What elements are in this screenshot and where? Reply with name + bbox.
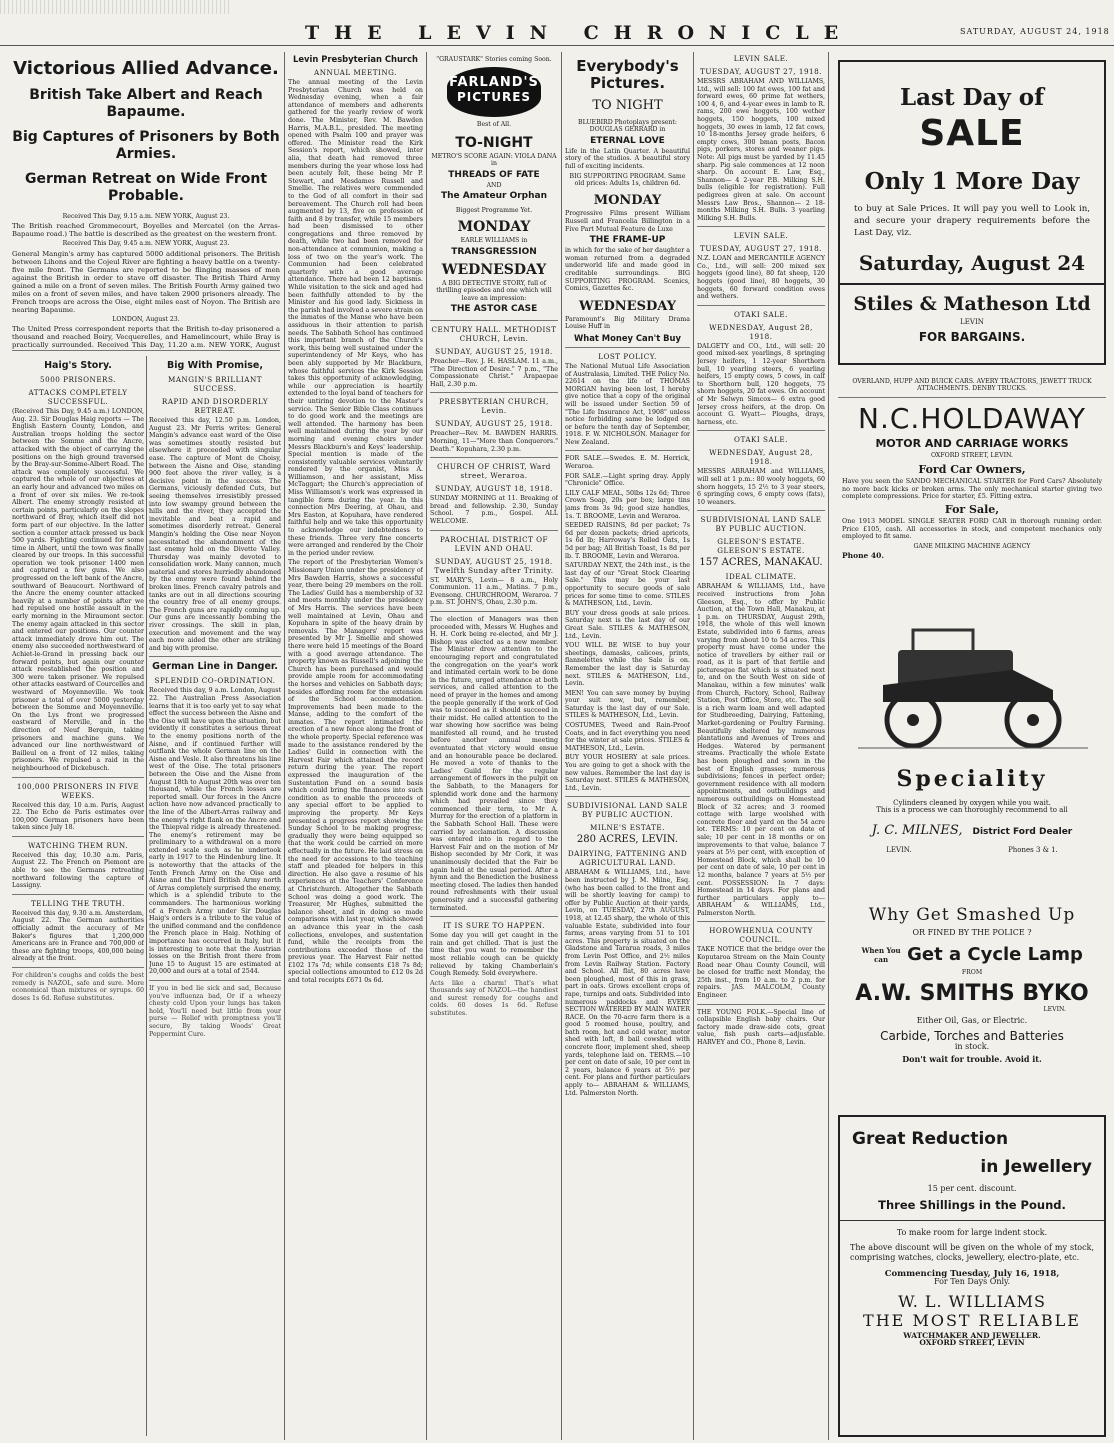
feature-intro: Paramount's Big Military Drama Louise Huff in <box>565 315 690 331</box>
firm-trade: WATCHMAKER AND JEWELLER. <box>903 1330 1041 1340</box>
divider <box>840 1220 1104 1221</box>
divider <box>149 980 281 981</box>
tonight-heading: TO NIGHT <box>592 98 663 113</box>
estate-acres: 157 ACRES, MANAKAU. <box>699 557 823 569</box>
ad-line: Saturday, August 24 <box>858 251 1086 275</box>
classified-ad: BUY YOUR HOSIERY at sale prices. You are going to get a shock with the new values. Remember the last day is Saturday next. STILES & MATHESON, Ltd., Levin. <box>565 754 690 792</box>
phone-number: Phone 40. <box>842 551 884 561</box>
advert-heading: IT IS SURE TO HAPPEN. <box>443 921 545 931</box>
divider <box>840 283 1104 285</box>
divider <box>12 894 144 895</box>
ad-heading: Carbide, Torches and Batteries <box>880 1028 1064 1043</box>
wednesday-heading: WEDNESDAY <box>441 261 547 278</box>
cycle-lamp-advert <box>838 905 1106 1105</box>
divider <box>697 921 825 922</box>
sale-date: TUESDAY, AUGUST 27, 1918. <box>700 67 822 76</box>
sale-date: TUESDAY, AUGUST 27, 1918. <box>700 244 822 254</box>
war-paragraph: The United Press correspondent reports that the British to-day prisonered a thousand and reached Boiry, Vecquerelles, and Hamelincourt, while Bray is practically surrounded. Received This Day, 11.20 a.m. NEW YORK, August <box>12 325 280 350</box>
farlands-and-churches-column <box>430 50 558 1438</box>
article-title: Haig's Story. <box>44 360 112 371</box>
holdaway-advert <box>838 378 1106 603</box>
tonight-heading: TO-NIGHT <box>455 134 533 151</box>
article-subhead: MANGIN'S BRILLIANT SUCCESS. <box>167 375 263 393</box>
auction-body: ABRAHAM & WILLIAMS, Ltd., have been instructed by J. M. Milne, Esq. (who has been called to the front and will be shortly leaving for camp) to offer by Public Auction at their yards, Levin, on TUESDAY, 27th AUGUST, 1918, at 12.45 sharp, the whole of this valuable Estate, subdivided into four farms, areas varying from 51 to 101 acres. This property is situated on the Gladstone and Tararua roads, 3 miles from Levin Post Office, and 2½ miles from Levin Railway Station. Factory and School. All flat, 80 acres have been ploughed, most of this in grass, part in oats. Grows excellent crops of rape, turnips and oats. Subdivided into numerous paddocks and EVERY SECTION WATERED BY MAIN WATER RACE. On the 70-acre farm there is a good 5 roomed house, poultry, and bath room, hot and cold water, motor shed with loft, 8 bail cowshed with concrete floor, implement shed, sheep yards, telephone laid on. TERMS.—10 per cent on date of sale, 10 per cent in 2 years, balance 6 years at 5½ per cent. For plans and further particulars apply to— ABRAHAM & WILLIAMS, Ltd. Palmerston North. <box>565 869 690 1097</box>
divider <box>430 530 558 531</box>
article-body: Received this day, 12.50 p.m. London, August 23. Mr Perris writes: General Mangin's advance east ward of the Oise was sometimes stoutly resisted but elsewhere it proceeded with singular ease. The capture of Mont de Choisy, between the Aisne and Oise, standing 900 feet above the river valley, is a decisive point in the success. The Germans, viciously defended Cuts, but seeing themselves irresistibly pressed into low swampy ground between the hills and the river, they accepted the inevitable and beat a rapid and sometimes disorderly retreat. General Mangin's holding the Oise near Noyon necessitated the abandonment of the last enemy hold on the Divette Valley. Thursday was mainly devoted to consolidation work. Many cannon, much material and stores hurriedly abandoned by the enemy were found behind the broken lines. French cavalry patrols and tanks are out in all directions scouring the country free of all enemy groups. The French guns are rapidly coming up. Our guns are incessantly bombing the river crossings. The skill in plan, execution and movement and the way each move aided the other are striking and big with promise. <box>149 417 281 652</box>
graustark-teaser: "GRAUSTARK" Stories coming Soon. <box>436 56 552 63</box>
film-description: in which for the sake of her daughter a woman returned from a degraded underworld life and made good in creditable surroundings. BIG SUPPORTING PROGRAM. Scenics, Comics, Gazettes &c. <box>565 247 690 293</box>
ad-line: SALE <box>919 113 1025 154</box>
ad-body: To make room for large indent stock. <box>896 1228 1048 1238</box>
ad-heading: Why Get Smashed Up <box>868 905 1076 925</box>
haig-story-article <box>12 356 144 1436</box>
dealer-name: J. C. MILNES, <box>871 822 963 838</box>
article-body: Received this day, 9.30 a.m. Amsterdam, August 22. The German authorities officially admit the accuracy of Mr Baker's figures that 1,200,000 Americans are in France and 700,000 of these are fighting troops, 400,000 being already at the front. <box>12 909 144 963</box>
ad-line: Only 1 More Day <box>864 168 1080 195</box>
divider <box>565 796 690 797</box>
issue-date: SATURDAY, AUGUST 24, 1918 <box>960 27 1110 36</box>
feature-intro: A BIG DETECTIVE STORY, full of thrilling episodes and one which will leave an impression: <box>436 279 552 302</box>
divider <box>697 1004 825 1005</box>
article-subhead: ATTACKS COMPLETELY SUCCESSFUL. <box>28 388 128 406</box>
sale-lots: N.Z. LOAN and MERCANTILE AGENCY Co., Ltd., will sell: 200 mixed sex hoggets (good line), 80 fat sheep, 120 hoggets (good line), 80 hoggets, 30 hoggets, 60 forward condition ewes and wethers. <box>697 255 825 301</box>
church-services: Preacher—Rev. M. BAWDEN HARRIS. Morning, 11—"More than Conquerors." Death." Kopuhara, 2.30 p.m. <box>430 430 558 453</box>
ad-body: in stock. <box>954 1041 990 1051</box>
ad-body: Cylinders cleaned by oxygen while you wait. <box>893 799 1051 807</box>
lost-policy-notice: The National Mutual Life Association of Australasia, Limited. THE Policy No. 22614 on the life of THOMAS MORGAN having been lost, I hereby give notice that a copy of the original will be issued under Section 59 of "The Life Insurance Act, 1908" unless notice forbidding same be lodged on or before the tenth day of September, 1918. F. W. NICHOLSON. Manager for New Zealand. <box>565 362 690 446</box>
baby-chairs-advert: THE YOUNG FOLK.—Special line of collapsible English baby chairs. Our factory made draw-side cots, great value, fish push carts—adjustable. HARVEY and CO., Phone 8, Levin. <box>697 1008 825 1046</box>
nazol-advert: For children's coughs and colds the best remedy is NAZOL, safe and sure. More economical than mixtures or syrups. 60 doses 1s 6d. Refuse substitutes. <box>12 972 144 1002</box>
divider <box>565 450 690 451</box>
land-climate: IDEAL CLIMATE. <box>725 572 797 582</box>
programme-note: Biggest Programme Yet. <box>455 207 533 215</box>
tagline: Best of All. <box>476 121 512 129</box>
classified-ad: YOU WILL BE WISE to buy your sheetings, damasks, calicoes, prints, flannelettes while the Sale is on. Remember the last day is Saturday next. STILES & MATHESON, Ltd., Levin. <box>565 642 690 688</box>
masthead <box>0 0 1114 46</box>
church-date: SUNDAY, AUGUST 18, 1918. <box>435 484 553 494</box>
ad-dates: Commencing Tuesday, July 16, 1918, <box>884 1268 1060 1279</box>
church-heading: CHURCH OF CHRIST, Ward street, Weraroa. <box>437 462 551 481</box>
ad-body: This is a process we can thoroughly recommend to all <box>876 806 1068 815</box>
article-title: German Line in Danger. <box>152 661 278 673</box>
cough-remedy-advert: Some day you will get caught in the rain and get chilled. That is just the time that you want to remember the most reliable cough can be quickly relieved by taking Chamberlain's Cough Remedy. Sold everywhere. <box>430 932 558 978</box>
milnes-ford-dealer-advert <box>838 610 1106 882</box>
ad-tagline: FOR BARGAINS. <box>918 330 1026 345</box>
church-heading: PAROCHIAL DISTRICT OF LEVIN AND OHAU. <box>439 534 549 553</box>
film-title: THE FRAME-UP <box>589 235 666 246</box>
article-body: Received this day, 10 a.m. Paris, August 22. The Echo de Paris estimates over 100,000 German prisoners have been taken since July 18. <box>12 801 144 832</box>
film-title: ETERNAL LOVE <box>590 135 665 146</box>
presbyterian-article <box>288 50 423 1438</box>
newspaper-title: THE LEVIN CHRONICLE <box>305 22 854 44</box>
sale-date: WEDNESDAY, August 28, 1918. <box>709 448 813 467</box>
classified-ad: BUY your dress goods at sale prices. Saturday next is the last day of our Great Sale. STILES & MATHESON, Ltd., Levin. <box>565 609 690 640</box>
divider <box>12 350 280 351</box>
sale-lots: MESSRS ABRAHAM AND WILLIAMS, Ltd., will sell: 100 fat ewes, 100 fat and forward ewes, 60 prime fat wethers, 100 4, 6, and 4-year ewes in lamb to R. rams, 200 ewe hoggets, 100 wether hoggets, 150 hoggets, 100 mixed hoggets, 30 ewes in lamb, 12 fat cows, 10 18-months Jersey grade heifers, 6 empty cows, 300 bman posts, Bacon pigs, porkers, stores and weaner pigs. Note: All pigs must be yarded by 11.45 sharp. Pig sale commences at 12 noon sharp. On account E. Law, Esq., Shannon— 4 2-year P.B. Milking S.H. bulls (eligible for registration). Full pedigrees given at sale. On account Messrs Law Bros., Shannon— 2 18-months Milking S.H. Bulls. 3 yearling Milking S.H. Bulls. <box>697 78 825 222</box>
article-subhead: 100,000 PRISONERS IN FIVE WEEKS. <box>16 781 140 800</box>
sale-heading: OTAKI SALE. <box>734 435 788 445</box>
classified-ad: SEEDED RAISINS, 8d per packet; 7s 6d per dozen packets; dried apricots, 1s 6d lb; Harroway's Rolled Oats, 1s 5d per bag; All British Toast, 1s 8d per lb. T. BROOME, Levin and Weraroa. <box>565 522 690 560</box>
feature-intro: BLUEBIRD Photoplays present: DOUGLAS GERRARD in <box>578 119 677 134</box>
dealer-contact <box>838 846 1106 854</box>
estate-acres: 280 ACRES, LEVIN. <box>576 834 679 846</box>
article-body: The report of the Presbyterian Women's Missionary Union under the presidency of Mrs Bawden Harris, shows a successful year, there being 29 members on the roll. The Ladies' Guild has a membership of 32 and meets monthly under the presidency of Mrs Harris. The services have been well maintained at Levin, Ohau and Kopuhara in spite of the heavy drain by removals. The Managers' report was presented by Mr J. Smellie and showed there were held 15 meetings of the Board with a good average attendance. The property known as Russell's adjoining the Church has been purchased and would provide ample room for accommodating the horses and vehicles on Sabbath days; besides affording room for the extension of the School accommodation. Improvements had been made to the Manse, adding to the comfort of the inmates. The report intimated the erection of a new fence along the front of the whole property. Special reference was made to the assistance rendered by the Ladies' Guild in connection with the Harvest Fair which attained the record return during the year. The report expressed the inauguration of the Sustentation Fund on a sound basis which could bring the finances into such condition as to enable the proceeds of any special effort to be applied to improving the property. Mr Keys presented a progress report showing the Sunday School to be making progress; gradually they were being equipped so that the work could be carried on more effectually in the future. He laid stress on the need for accessions to the teaching staff and pleaded for helpers in this direction. He also gave a resume of his experiences at the Teachers' Conference at Christchurch. Altogether the Sabbath School was doing a good work. The Treasurer, Mr Hughes, submitted the balance sheet, and in doing so made comparisons with last year, which showed an advance this year in the cash collections, envelopes, and sustentation fund, while the receipts from the contributions exceeded those of the previous year. The Harvest Fair netted £102 17s 7d; while consents £18 7s 8d; special collections amounted to £12 0s 2d and total receipts £671 0s 6d. <box>288 559 423 985</box>
film-title: The Amateur Orphan <box>440 191 547 202</box>
divider <box>12 777 144 778</box>
classified-ad: MEN! You can save money by buying your suit now, but, remember, Saturday is the last day of our Sale. STILES & MATHESON, Ltd., Levin. <box>565 689 690 720</box>
church-services: Preacher—Rev. J. H. HASLAM. 11 a.m., "The Direction of Desire." 7 p.m., "The Compassionate Christ." Arapaepae Hall, 2.30 p.m. <box>430 358 558 388</box>
masthead-scan-noise <box>0 0 230 14</box>
ad-tagline: THE MOST RELIABLE <box>863 1310 1081 1330</box>
church-services: ST. MARY'S, Levin— 8 a.m., Holy Communion. 11 a.m., Matins. 7 p.m., Evensong. CHURCHROOM, Weraroa. 7 p.m. ST. JOHN'S, Ohau, 2.30 p.m. <box>430 576 558 607</box>
article-body: (Received This Day, 9.45 a.m.) LONDON, Aug. 23. Sir Douglas Haig reports — The English Eastern County, London, and Australian troops holding the sector between the Somme and the Ancre, attacked with the object of carrying the positions on the high ground traversed by the Bray-sur-Somme-Albert Road. The attack was completely successful. We captured the whole of our objectives at an early hour and advanced two miles on a front of over six miles. We re-took Albert. The enemy strongly resisted at certain points, particularly on the slopes northward of Bray, which itself did not form part of our objective. In the latter section a counter attack pressed us back 500 yards. Fighting continued for some time in Albert, until the town was finally cleared by our troops. In this successful operation we took prisoner 1400 men and captured a few guns. We also progressed on the left bank of the Ancre, southward of Beaucourt. Northward of the Ancre the enemy counter attacked heavily at a number of points after we had repulsed one hostile assault in the early morning in the Miraumont sector. The enemy again attacked in this sector and entered our positions. Our counter attack immediately drove him out. The enemy also succeeded northwestward of Achiet-le-Grand in pressing back our forward points, but again our counter attack reestablished the position and 300 were taken prisoner. We repulsed other attacks eastward of Courcelles and westward of Moyenneville. We took prisoner a total of over 5000 yesterday between the Somme and Moyenneville. On the Lys front we progressed eastward of Merville, and in the direction of Neuf Berquin, taking prisoners and machine guns. We advanced our line northwestward of Bailleul on a front of 12 miles, taking prisoners. We repulsed a raid in the neighbourhood of Dickebusch. <box>12 408 144 772</box>
war-subheadline: British Take Albert and Reach Bapaume. <box>29 87 263 120</box>
film-description: Life in the Latin Quarter. A beautiful story of the studios. A beautiful story full of exciting incidents. <box>565 147 690 170</box>
feature-intro: EARLE WILLIAMS in <box>460 237 528 245</box>
church-date: SUNDAY, AUGUST 25, 1918. Twelfth Sunday after Trinity. <box>434 556 554 575</box>
feature-intro: Progressive Films present William Russell and Francelia Billington in a Five Part Mutual Feature de Luxe <box>565 210 690 233</box>
peppermint-cure-advert: If you in bed lie sick and sad, Because you've influenza bad, Or if a wheezy chesty cold Upon your lungs has taken hold, You'll need but little from your purse — Relief with promptness you'll secure, By taking Woods' Great Peppermint Cure. <box>149 984 281 1038</box>
divider <box>697 305 825 306</box>
sale-heading: OTAKI SALE. <box>734 309 788 319</box>
firm-name: W. L. WILLIAMS <box>898 1291 1046 1311</box>
firm-subtitle: MOTOR AND CARRIAGE WORKS <box>875 436 1069 450</box>
agency-line: GANE MILKING MACHINE AGENCY <box>913 542 1031 550</box>
auction-heading: SUBDIVISIONAL LAND SALE BY PUBLIC AUCTION. <box>566 801 689 820</box>
article-subhead: 5000 PRISONERS. <box>40 375 116 384</box>
divider <box>12 967 144 968</box>
ad-heading: Ford Car Owners, <box>918 463 1026 477</box>
auction-heading: SUBDIVISIONAL LAND SALE BY PUBLIC AUCTION. <box>700 515 822 534</box>
jewellery-advert <box>838 1115 1106 1437</box>
divider <box>430 392 558 393</box>
ad-heading: Great Reduction <box>852 1129 1009 1149</box>
ad-heading: Three Shillings in the Pound. <box>878 1198 1066 1213</box>
film-title: THREADS OF FATE <box>448 169 540 180</box>
divider <box>430 611 558 612</box>
and-text: AND <box>486 181 502 189</box>
classified-ad: SATURDAY NEXT, the 24th inst., is the last day of our "Great Stock Clearing Sale." This may be your last opportunity to secure goods of sale prices for some time to come. STILES & MATHESON, Ltd., Levin. <box>565 562 690 608</box>
dealer-role: District Ford Dealer <box>972 826 1073 837</box>
church-date: SUNDAY, AUGUST 25, 1918. <box>435 419 553 429</box>
sale-date: WEDNESDAY, August 28, 1918. <box>709 322 813 341</box>
dealer-town: LEVIN. <box>886 845 912 854</box>
column-rule <box>146 356 147 1436</box>
stock-sales-column <box>697 50 825 1438</box>
church-heading: PRESBYTERIAN CHURCH, Levin. <box>439 397 549 416</box>
war-paragraph: The British reached Grommecourt, Boyelles and Mercatel (on the Arras-Bapaume road.) The battle is described as the greatest on the western front. <box>12 222 280 239</box>
ad-tagline: Don't wait for trouble. Avoid it. <box>902 1054 1042 1065</box>
dateline: Received This Day, 9.45 a.m. NEW YORK, August 23. <box>62 240 230 248</box>
war-headline: Victorious Allied Advance. <box>13 58 279 79</box>
church-heading: CENTURY HALL. METHODIST CHURCH, Levin. <box>431 325 557 344</box>
sale-heading: LEVIN SALE. <box>733 54 789 63</box>
divider <box>12 836 144 837</box>
ad-line: Last Day of <box>899 84 1045 111</box>
article-subhead: WATCHING THEM RUN. <box>27 840 129 850</box>
monday-heading: MONDAY <box>593 193 662 209</box>
dateline: LONDON, August 23. <box>112 315 180 323</box>
divider <box>565 347 690 348</box>
ad-heading: Speciality <box>896 766 1048 792</box>
notice-heading: LOST POLICY. <box>598 351 657 361</box>
sale-heading: LEVIN SALE. <box>733 231 789 241</box>
war-subheadline: German Retreat on Wide Front Probable. <box>24 171 268 204</box>
column-rule <box>828 52 829 1440</box>
wednesday-heading: WEDNESDAY <box>579 298 676 314</box>
column-rule <box>693 52 694 1440</box>
column-rule <box>561 52 562 1440</box>
article-body: Received this day, 9 a.m. London, August 22. The Australian Press Association learns that it is too early yet to say what effect the success between the Aisne and the Oise will have upon the situation, but evidently it constitutes a serious threat to the enemy positions north of the Aisne, and if continued further will outflank the whole German line on the Aisne and Vesle. It also threatens his line west of the Oise. The total prisoners between the Oise and the Aisne from August 18th to August 20th was over ten thousand, while the French losses are reported small. Our forces in the Ancre action have now advanced practically to the line of the Albert-Arras railway and the enemy's right flank on the Ancre and the Thiepval ridge is already threatened. The enemy's retirement may be preliminary to a withdrawal on a more extended scale such as he undertook early in 1917 to the Hindenburg line. It is noteworthy that the attacks of the Tenth French Army on the Oise and Aisne and the Third British Army north of Arras completely surprised the enemy, which is a splendid tribute to the commanders. The harmonious working of a French Army under Sir Douglas Haig's orders is a tribute to the value of the unified command and the confidence the French place in Haig. Nothing of importance has occurred in Italy, but it is interesting to note that the Austrian losses on the British front there from June 15 to August 15 are estimated at 20,000 and ours at a total of 2544. <box>149 687 281 976</box>
church-services: SUNDAY MORNING at 11. Breaking of bread and fellowship. 2.30, Sunday School. 7 p.m., Gospel. ALL WELCOME. <box>430 495 558 525</box>
article-subhead: TELLING THE TRUTH. <box>31 898 125 908</box>
dateline: Received This Day, 9.15 a.m. NEW YORK, August 23. <box>62 213 230 220</box>
firm-address: OXFORD STREET, LEVIN. <box>930 451 1014 459</box>
ad-body: The above discount will be given on the whole of my stock, comprising watches, clocks, jewellery, electro-plate, etc. <box>850 1242 1094 1262</box>
film-title: THE ASTOR CASE <box>450 304 538 315</box>
stiles-matheson-advert <box>838 60 1106 365</box>
divider <box>430 320 558 321</box>
classified-ad: COSTUMES, Tweed and Rain-Proof Coats, and in fact everything you need for the winter at sale prices. STILES & MATHESON, Ltd., Levin. <box>565 722 690 752</box>
notice-heading: HOROWHENUA COUNTY COUNCIL. <box>709 926 813 945</box>
dealer-phones: Phones 3 & 1. <box>1008 845 1058 854</box>
divider <box>430 916 558 917</box>
divider <box>697 226 825 227</box>
divider <box>838 397 1106 398</box>
classified-ad: LILY CALF MEAL, 50lbs 12s 6d; Three Crown Soap, 20s per box; large tins jams from 3s 9d; good size handles, 1s. T. BROOME, Levin and Weraroa. <box>565 489 690 520</box>
monday-heading: MONDAY <box>457 219 531 236</box>
church-date: SUNDAY, AUGUST 25, 1918. <box>435 347 553 357</box>
ad-dates: For Ten Days Only. <box>933 1277 1011 1287</box>
ad-subheading: OR FINED BY THE POLICE ? <box>912 928 1032 937</box>
firm-town: LEVIN. <box>1043 1005 1066 1013</box>
bridge-closure-notice: TAKE NOTICE that the bridge over the Koputaroa Stream on the Main County Road near Ohau County Council, will be closed for traffic next Monday, the 25th inst., from 10 a.m. to 2 p.m. for repairs. JAS. MALCOLM, County Engineer. <box>697 946 825 1000</box>
article-subhead: RAPID AND DISORDERLY RETREAT. <box>161 397 269 415</box>
feature-intro: METRO'S SCORE AGAIN: VIOLA DANA in <box>431 152 557 168</box>
land-type: DAIRYING, FATTENING AND AGRICULTURAL LAND. <box>567 849 688 868</box>
ad-body: One 1913 MODEL SINGLE SEATER FORD CAR in thorough running order. Price £105, cash. All accessories in stock, and competent mechanics only employed to fit same. <box>842 517 1102 541</box>
auction-body: ABRAHAM & WILLIAMS, Ltd., have received instructions from John Gleeson, Esq., to offer by Public Auction, at the Town Hall, Manakau, at 1 p.m. on THURSDAY, August 29th, 1918, the whole of this well known Estate, subdivided into 6 farms, areas varying from about 10 to 54 acres. This property must have come under the notice of travellers by either rail or road, as it is part of that fertile and picturesque flat which is situated next to, and on the South West on side of Manakau, within a few minutes' walk from Church, Factory, School, Railway Station, Post Office, Store, etc. The soil is a rich warm loam and well adapted for Studbreeding, Dairying, Fattening, Market-gardening or Poultry Farming. Beautifully sheltered by numerous plantations and Avenues of Trees and Hedges. Watered by permanent streams. Practically the whole Estate has been ploughed and sown in the best of English grasses; numerous subdivisions; fences in perfect order; government residence with all modern appointments, and outbuildings and numerous outbuildings on Homestead Block of 32 acres; and 3 roomed cottage with large woolshed with concrete floor and yard on the 54 acre lot. TERMS: 10 per cent on date of sale; 10 per cent in 18 months or on improvements to that value, balance 7 years at 5½ per cent, with exception of Homestead Block, which shall be 10 per cent on date of sale, 10 per cent in 12 months, balance 7 years at 5½ per cent. POSSESSION: In 7 days: Homestead in 14 days. For plans and further particulars apply to— ABRAHAM & WILLIAMS, Ltd., Palmerston North. <box>697 583 825 917</box>
article-subhead: ANNUAL MEETING. <box>314 68 397 77</box>
lamp-line <box>838 944 1106 965</box>
estate-name: GLEESON'S ESTATE. GLEESON'S ESTATE. <box>717 537 805 556</box>
war-news-article <box>12 50 280 350</box>
nazol-advert: Acts like a charm! That's what thousands say of NAZOL—the handiest and surest remedy for coughs and colds. 60 doses 1s 6d. Refuse substitutes. <box>430 979 558 1018</box>
car-agencies: OVERLAND, HUPP AND BUICK CARS. AVERY TRACTORS, JEWETT TRUCK ATTACHMENTS. DENBY TRUCKS. <box>852 378 1092 393</box>
article-subhead: SPLENDID CO-ORDINATION. <box>154 676 276 686</box>
article-body: The annual meeting of the Levin Presbyterian Church was held on Wednesday evening, when a fair attendance of members and adherents gathered for the yearly review of work done. The Minister, Rev. M. Bawden Harris, M.A.B.L., presided. The meeting opened with Psalm 100 and prayer was offered. The Minister read the Kirk Session's report, which showed, inter alia, that death had removed three members during the year whose loss had been acutely felt, these being Mr P. Stewart, and Mesdames Russell and Smellie. The relatives were commended to the God of all comfort in their sad bereavement. The Church roll had been augmented by 13, five on profession of faith and 8 by transfer, while 15 members had been dismissed to other congregations and three removed by death, while two had been removed for non-attendance at communion, making a loss of two on the year's work. The Communion had been celebrated quarterly with a good average attendance. There had been 12 baptisms. While visitation to the sick and aged had been faithfully attended to by the Minister and his good lady. Sickness in the parish had involved a severe strain on the inmates of the Manse who have been assiduous in their attention to parish needs. The Sabbath School has continued this important branch of the Church's work, this being well sustained under the superintendency of Mr Keys, who has been ably supported by Mr Blackburn, whose faithful services the Kirk Session takes this opportunity of acknowledging, while our appreciation is heartily extended to the loyal band of teachers for their untiring devotion to the Master's service. The Senior Bible Class continues to do good work and the meetings are well attended. The harmony has been well maintained during the year by our morning and evening choirs under Messrs Blackburn's and Keys' leadership. Special mention is made of the consistently valuable services voluntarily rendered by the organist, Miss A. Williamson, and her assistant, Miss McTaggart; the Church's appreciation of Miss Williamson's work was expressed in tangible form during the year. In this connection Mrs Deering, at Ohau, and Mrs Easton, at Kopuhara, have rendered faithful help and we take this opportunity to acknowledge our indebtedness to these friends. Three very fine concerts were arranged and rendered by the Choir in the period under review. <box>288 79 423 557</box>
farlands-logo <box>447 67 541 117</box>
article-body: Received this day, 10.30 a.m. Paris, August 22. The French on Piemont are able to see the Germans retreating northward following the capture of Lassigny. <box>12 851 144 890</box>
logo-text: PICTURES <box>456 90 532 105</box>
film-title: What Money Can't Buy <box>574 332 681 343</box>
ad-heading: For Sale, <box>944 503 1000 516</box>
logo-text: FARLAND'S <box>449 75 539 91</box>
classified-ad: FOR SALE.—Swedes. E. M. Herrick, Weraroa. <box>565 455 690 471</box>
ad-body: Either Oil, Gas, or Electric. <box>916 1016 1028 1026</box>
presbyterian-article-continued: The election of Managers was then proceeded with, Messrs W. Hughes and H. H. Cork being re-elected, and Mr J. Bishop was elected as a new member. The Minister drew attention to the encouraging report and congratulated the congregation on the year's work and intimated certain work to be done in the future, urged attendance at both services, and called attention to the need of prayer in the homes and among the people generally if the work of God was to succeed as it should succeed in their midst. He called attention to the war showing how sacrifice was being manifested all round, and he trusted before another annual meeting eventuated that victory would ensue and an honourable peace be declared. He moved a vote of thanks to the Ladies' Guild for the regular arrangement of flowers in the pulpit on the Sabbath, to the Managers for splendid work done and the harmony which had prevailed since they commenced their term, to Mr A. Murray for the erection of a platform in the Sabbath School Hall. These were carried by acclamation. A discussion was entered into in regard to the Harvest Fair and on the motion of Mr Bishop seconded by Mr Cork, it was unanimously decided that the Fair be again held at the usual period. After a hymn and the Benediction the business meeting closed. The ladies then handed round refreshments with their usual generosity and a successful gathering terminated. <box>430 615 558 912</box>
article-title: Levin Presbyterian Church <box>293 54 418 64</box>
firm-name: Stiles & Matheson Ltd <box>853 293 1091 315</box>
firm-town: LEVIN <box>960 318 984 326</box>
divider <box>149 656 281 657</box>
cinema-name: Everybody's Pictures. <box>576 57 679 92</box>
everybodys-and-classifieds-column <box>565 50 690 1438</box>
firm-name: N.C.HOLDAWAY <box>858 401 1086 435</box>
ad-heading: in Jewellery <box>980 1157 1092 1177</box>
film-title: TRANSGRESSION <box>451 246 537 257</box>
mangin-article <box>149 356 281 1436</box>
divider <box>697 510 825 511</box>
column-rule <box>284 52 285 1440</box>
ad-body: to buy at Sale Prices. It will pay you well to Look in, and secure your drapery requirements before the Last Day, viz. <box>854 204 1090 238</box>
dealer-line <box>838 823 1106 838</box>
estate-name: MILNE'S ESTATE. <box>590 823 665 833</box>
divider <box>430 457 558 458</box>
when-text: When You can <box>861 945 901 964</box>
from-text: FROM <box>961 969 983 977</box>
ad-heading: Get a Cycle Lamp <box>907 944 1083 966</box>
firm-name: A.W. SMITHS BYKO <box>855 980 1089 1006</box>
classified-ad: FOR SALE.—Light spring dray. Apply "Chronicle" Office. <box>565 472 690 488</box>
article-title: Big With Promise, <box>167 360 263 371</box>
war-subheadline: Big Captures of Prisoners by Both Armies. <box>12 129 280 162</box>
sale-lots: MESSRS ABRAHAM and WILLIAMS, will sell at 1 p.m.: 80 wooly hoggets, 60 shorn hoggets, 15 2½ to 3 year steers, 6 springing cows, 6 empty cows (fats), 10 weaners. <box>697 468 825 506</box>
war-paragraph: General Mangin's army has captured 5000 additional prisoners. The British between Lihons and the Cojeul River are fighting a heavy battle on a twenty-five mile front. The Germans are reported to be flinging masses of men against the British in order to stave off disaster. The British Third Army gained a mile on a front of seven miles. The British Fourth Army gained two miles on a front of seven miles, and have taken 2900 prisoners already. The French troops are across the Oise, eight miles east of Noyon. The British are nearing Bapaume. <box>12 249 280 314</box>
discount-line: 15 per cent. discount. <box>927 1184 1017 1193</box>
ad-body: Have you seen the SANDO MECHANICAL STARTER for Ford Cars? Absolutely no more back kicks or broken arms. The only mechanical starter giving two complete compressions. Price for starter, £5. Fitting extra. <box>842 477 1102 501</box>
supporting-program: BIG SUPPORTING PROGRAM. Same old prices: Adults 1s, children 6d. <box>569 172 686 187</box>
divider <box>697 430 825 431</box>
car-illustration-icon <box>838 610 1106 760</box>
column-rule <box>426 52 427 1440</box>
sale-lots: DALGETY and CO., Ltd., will sell: 20 good mixed-sex yearlings, 8 springing Jersey heifers, 1 12-year Shorthorn bull, 10 yearling steers, 6 yearling heifers, 15 empty cows, 5 cows, in calf to Shorthorn bull, 120 hoggets, 75 shorn hoggets, 20 fat ewes. On account of Mr Selwyn Simcox— 6 extra good Jersey cross heifers, at the drop. On account G. Wyatt— Ploughs, drays, harness, etc. <box>697 342 825 426</box>
firm-address: OXFORD STREET, LEVIN <box>919 1338 1025 1348</box>
